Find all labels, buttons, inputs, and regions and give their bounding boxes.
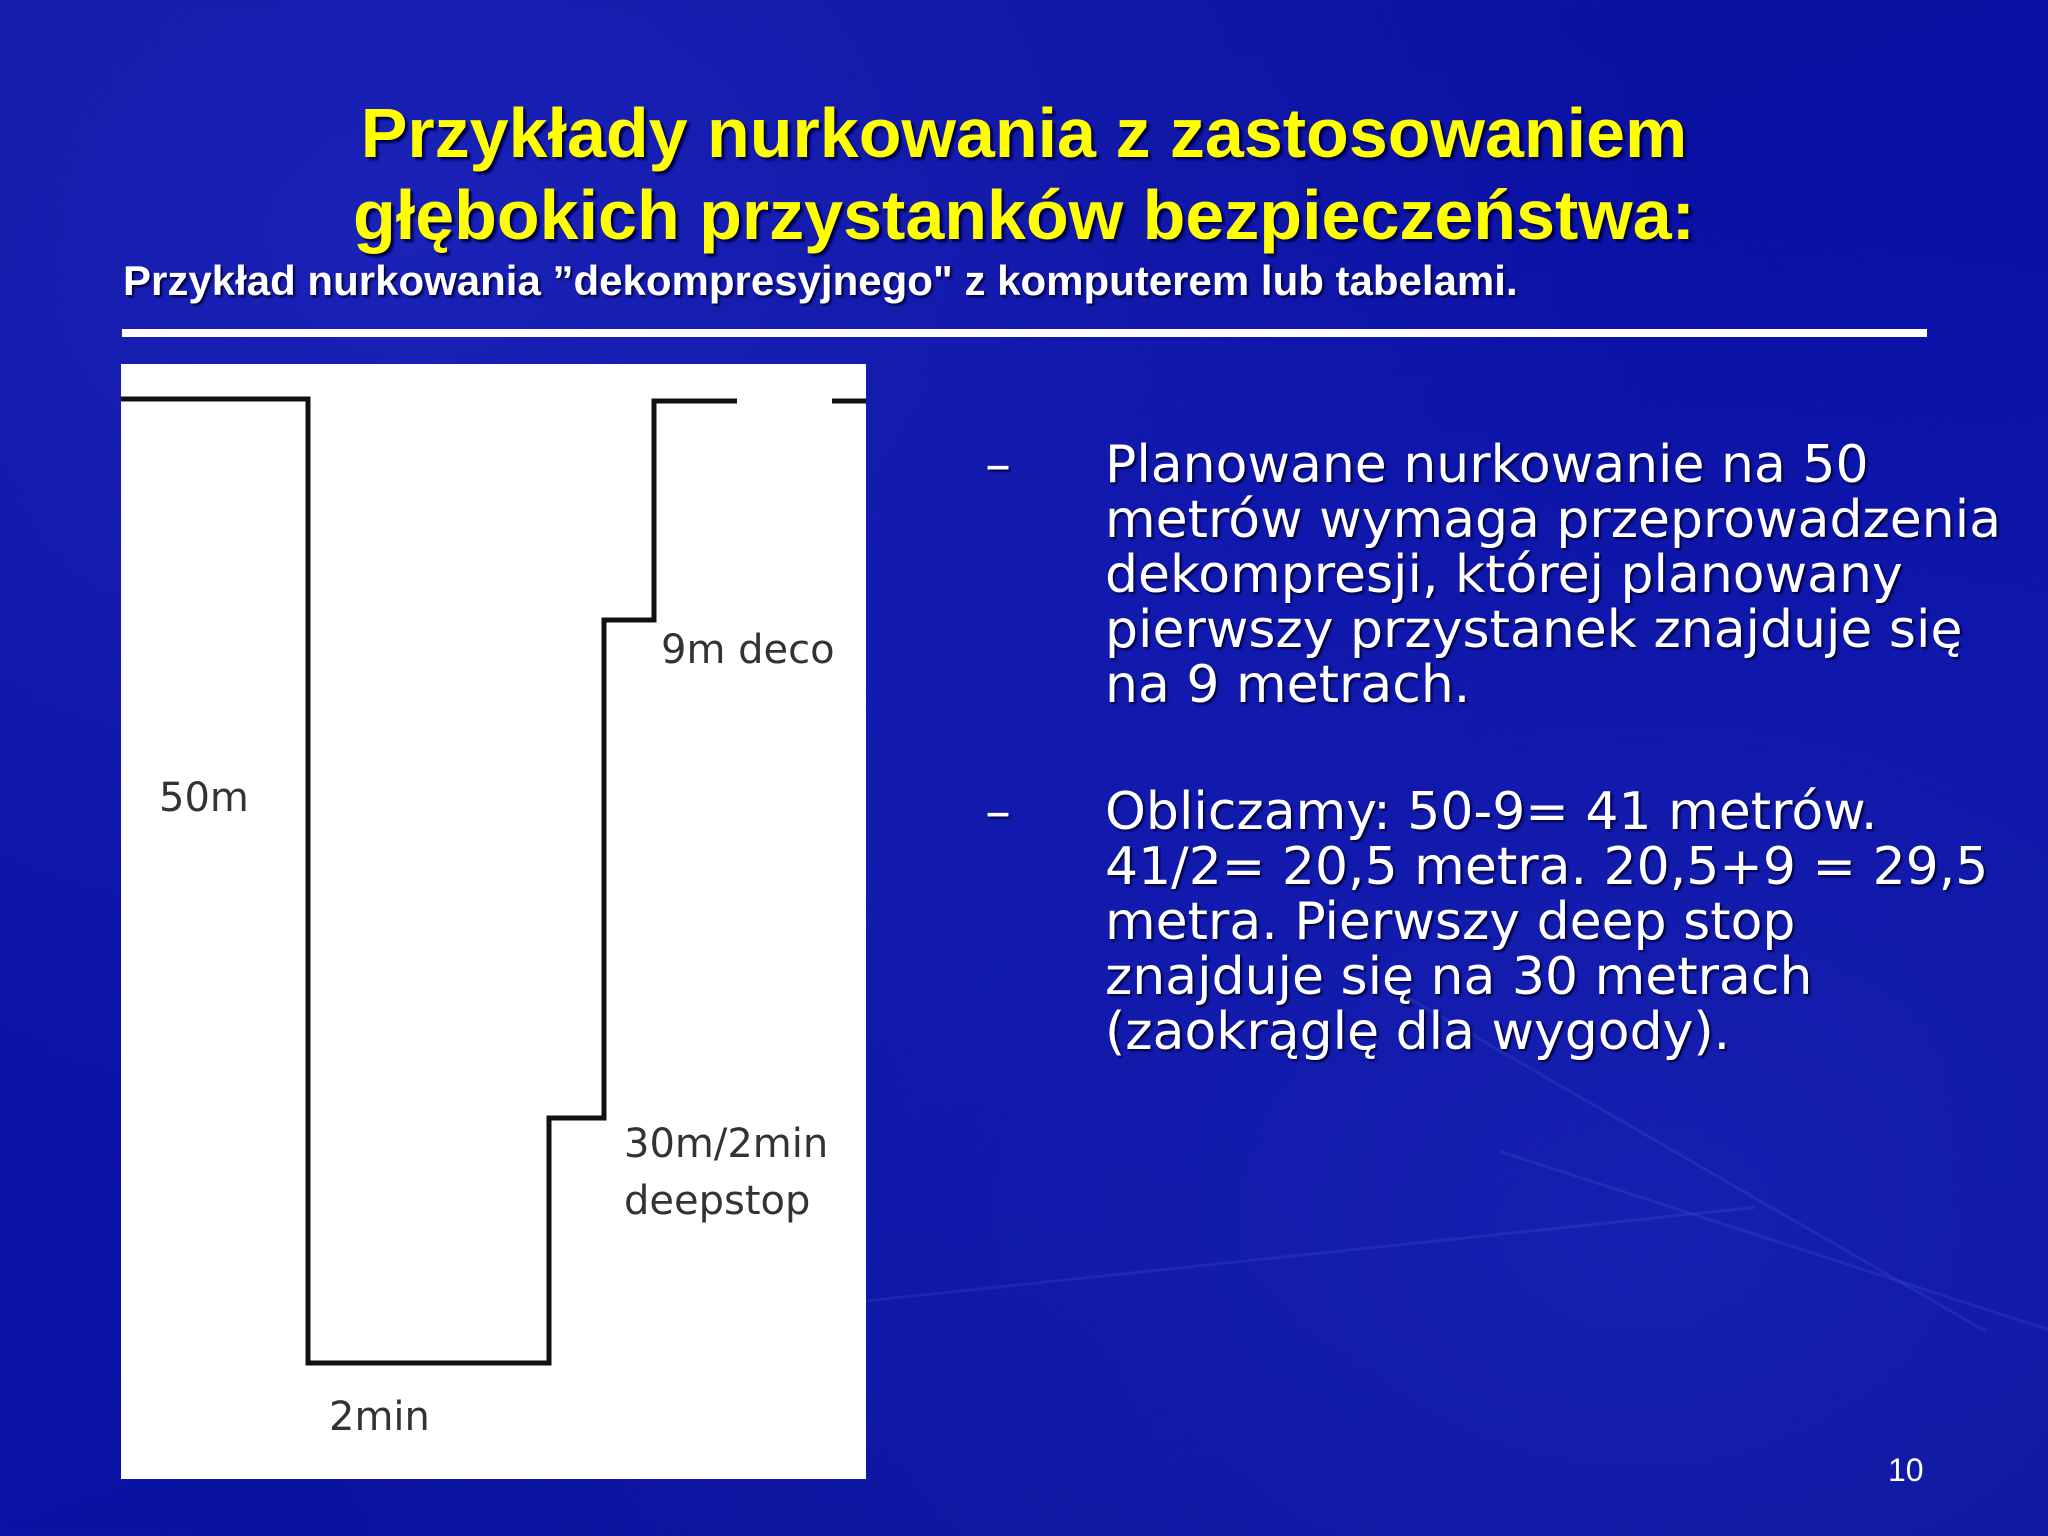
bullet-dash: – (985, 435, 1011, 495)
slide-title-line-2: głębokich przystanków bezpieczeństwa: (353, 176, 1695, 254)
bullet-text: Obliczamy: 50-9= 41 metrów. 41/2= 20,5 metra. 20,5+9 = 29,5 metra. Pierwszy deep stop znajduje się na 30 metrach (zaokrąglę dla wygody). (1105, 782, 1989, 1062)
slide-title (0, 92, 2048, 256)
deco-stop-label: 9m deco (661, 627, 835, 673)
bullet-item (985, 782, 2025, 1062)
dive-profile-graphic (121, 364, 866, 1479)
decorative-streak (1500, 1150, 2048, 1338)
deepstop-label-line-2: deepstop (624, 1178, 811, 1224)
bullet-dash: – (985, 782, 1011, 842)
title-divider (122, 329, 1927, 337)
bullet-item (985, 435, 2025, 715)
slide-title-line-1: Przykłady nurkowania z zastosowaniem (360, 94, 1688, 172)
bullet-list (985, 435, 2025, 1132)
deepstop-label-line-1: 30m/2min (624, 1121, 829, 1167)
dive-profile-diagram (121, 364, 866, 1479)
slide-subtitle: Przykład nurkowania ”dekompresyjnego" z komputerem lub tabelami. (123, 257, 1518, 304)
bullet-text: Planowane nurkowanie na 50 metrów wymaga przeprowadzenia dekompresji, której planowany pierwszy przystanek znajduje się na 9 metrach. (1105, 435, 2002, 715)
bottom-time-label: 2min (329, 1394, 430, 1440)
page-number: 10 (1888, 1452, 1924, 1488)
decorative-streak (860, 1206, 1755, 1303)
depth-label: 50m (159, 775, 249, 821)
